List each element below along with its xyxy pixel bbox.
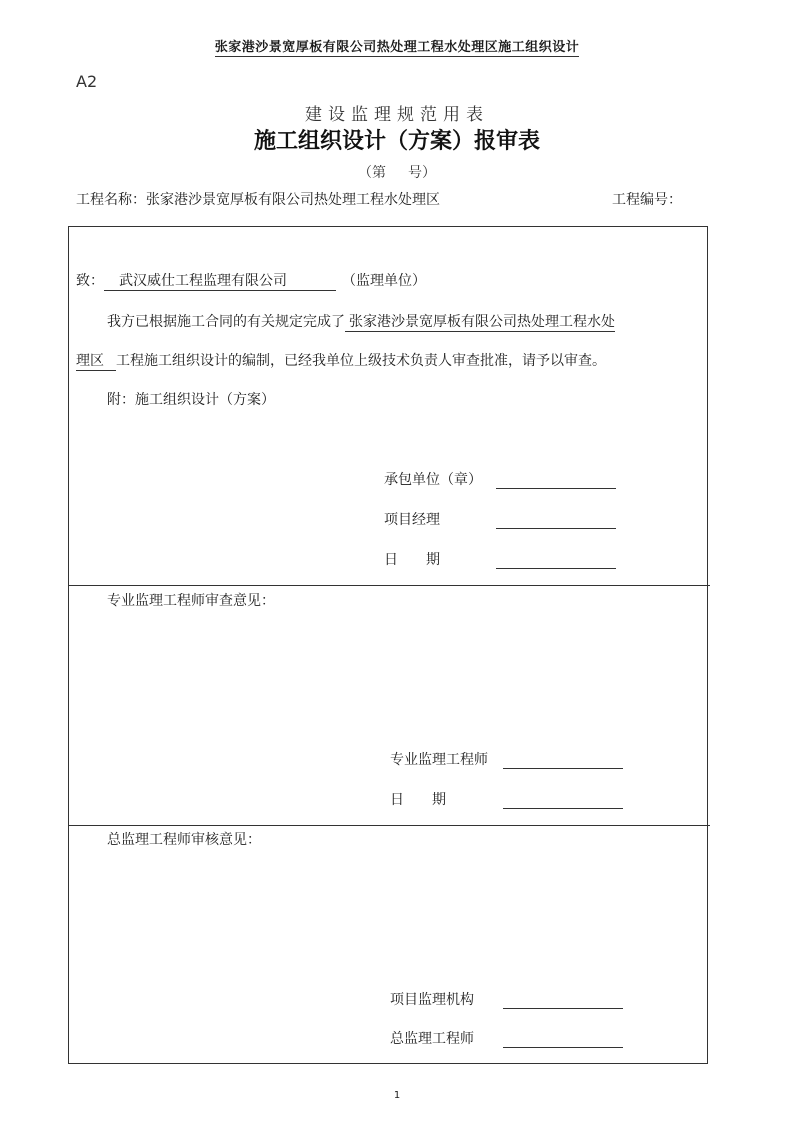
form-number-suffix: 号） [408, 165, 436, 181]
project-manager-label: 项目经理 [384, 512, 440, 528]
project-manager-field[interactable] [496, 527, 616, 529]
form-title: 施工组织设计（方案）报审表 [253, 129, 540, 154]
addressee-row [76, 270, 426, 291]
chief-engineer-opinion-heading: 总监理工程师审核意见： [107, 832, 261, 848]
date-field-1[interactable] [496, 567, 616, 569]
chief-engineer-field[interactable] [503, 1046, 623, 1048]
date-label-2: 日 期 [390, 792, 446, 808]
body-prefix: 我方已根据施工合同的有关规定完成了 [107, 314, 345, 330]
specialty-engineer-field[interactable] [503, 767, 623, 769]
form-number-prefix: （第 [358, 165, 386, 181]
project-name-label: 工程名称： [76, 192, 146, 208]
date-field-2[interactable] [503, 807, 623, 809]
addressee-value[interactable]: 武汉威仕工程监理有限公司 [104, 270, 336, 291]
form-number [0, 162, 794, 182]
date-label-1: 日 期 [384, 552, 440, 568]
page-number: 1 [393, 1090, 401, 1101]
addressee-label: 致： [76, 273, 104, 289]
contractor-seal-field[interactable] [496, 487, 616, 489]
form-code: A2 [76, 72, 98, 91]
form-subtitle: 建设监理规范用表 [305, 105, 489, 125]
body-line-1 [107, 311, 615, 332]
body-project-line1[interactable]: 张家港沙景宽厚板有限公司热处理工程水处 [345, 311, 615, 332]
specialty-engineer-label: 专业监理工程师 [390, 752, 488, 768]
specialty-engineer-opinion-heading: 专业监理工程师审查意见： [107, 593, 275, 609]
project-number-label: 工程编号： [612, 192, 682, 208]
body-suffix: 工程施工组织设计的编制，已经我单位上级技术负责人审查批准，请予以审查。 [116, 353, 606, 369]
supervision-org-label: 项目监理机构 [390, 992, 474, 1008]
running-header [0, 36, 794, 55]
running-header-text: 张家港沙景宽厚板有限公司热处理工程水处理区施工组织设计 [214, 40, 580, 55]
body-line-2 [76, 350, 606, 371]
attachment-note: 附：施工组织设计（方案） [107, 392, 275, 408]
contractor-seal-label: 承包单位（章） [384, 472, 482, 488]
project-name-row [76, 189, 440, 209]
chief-engineer-label: 总监理工程师 [390, 1031, 474, 1047]
section-divider-2 [68, 825, 710, 826]
section-divider-1 [68, 585, 710, 586]
project-name-value: 张家港沙景宽厚板有限公司热处理工程水处理区 [146, 192, 440, 208]
supervision-org-field[interactable] [503, 1007, 623, 1009]
addressee-suffix: （监理单位） [342, 273, 426, 289]
body-project-line2[interactable]: 理区 [76, 350, 116, 371]
